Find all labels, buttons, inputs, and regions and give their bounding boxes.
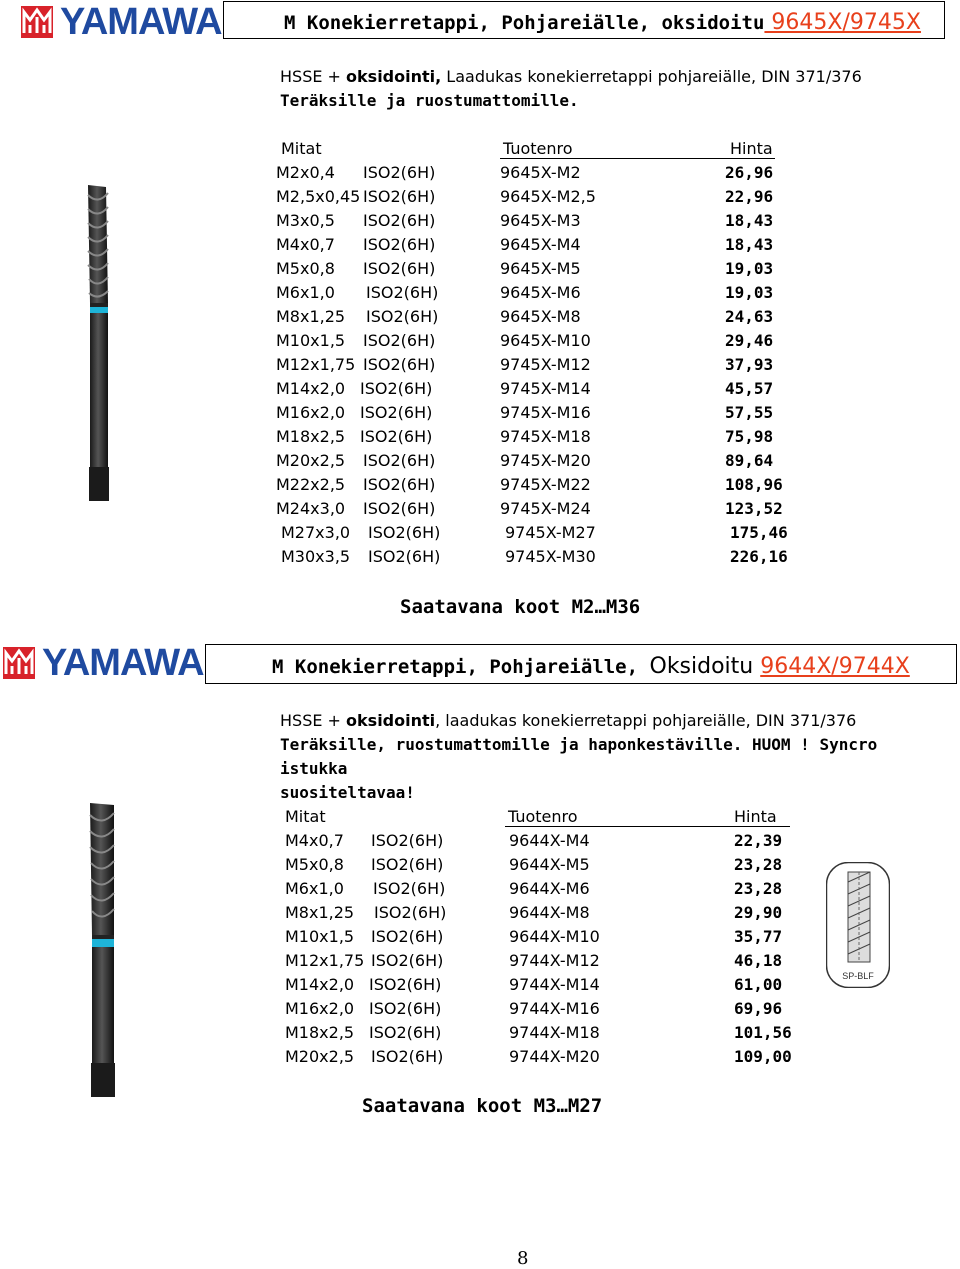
cell-size: M6x1,0 [276, 283, 335, 302]
cell-product: 9645X-M5 [500, 259, 581, 278]
cell-tolerance: ISO2(6H) [368, 547, 441, 566]
cell-size: M3x0,5 [276, 211, 335, 230]
cell-product: 9644X-M4 [509, 831, 590, 850]
cell-tolerance: ISO2(6H) [363, 163, 436, 182]
cell-product: 9745X-M12 [500, 355, 591, 374]
cell-product: 9744X-M14 [509, 975, 600, 994]
cell-product: 9745X-M14 [500, 379, 591, 398]
cell-size: M4x0,7 [276, 235, 335, 254]
cell-tolerance: ISO2(6H) [371, 927, 444, 946]
cell-product: 9745X-M18 [500, 427, 591, 446]
section1-description: HSSE + oksidointi, Laadukas konekierretappi pohjareiälle, DIN 371/376 Teräksille ja ruostumattomille. [280, 67, 862, 110]
cell-size: M16x2,0 [285, 999, 355, 1018]
cell-product: 9645X-M8 [500, 307, 581, 326]
diagram-label: SP-BLF [842, 971, 874, 981]
yamawa-logo-2 [2, 643, 204, 683]
cell-size: M30x3,5 [281, 547, 351, 566]
cell-tolerance: ISO2(6H) [363, 331, 436, 350]
section1-title [284, 10, 921, 35]
cell-tolerance: ISO2(6H) [363, 235, 436, 254]
section2-title [272, 654, 910, 679]
cell-product: 9644X-M6 [509, 879, 590, 898]
cell-size: M12x1,75 [285, 951, 365, 970]
cell-price: 23,28 [734, 855, 783, 874]
cell-product: 9745X-M24 [500, 499, 591, 518]
title-code: 9644X/9744X [760, 654, 910, 679]
cell-product: 9644X-M8 [509, 903, 590, 922]
cell-price: 69,96 [734, 999, 783, 1018]
cell-size: M2,5x0,45 [276, 187, 361, 206]
cell-price: 29,46 [725, 331, 774, 350]
cell-tolerance: ISO2(6H) [363, 499, 436, 518]
cell-tolerance: ISO2(6H) [363, 259, 436, 278]
cell-size: M6x1,0 [285, 879, 344, 898]
cell-product: 9644X-M10 [509, 927, 600, 946]
cell-price: 57,55 [725, 403, 774, 422]
cell-size: M10x1,5 [276, 331, 346, 350]
cell-tolerance: ISO2(6H) [360, 427, 433, 446]
cell-product: 9745X-M30 [505, 547, 596, 566]
cell-size: M16x2,0 [276, 403, 346, 422]
sp-blf-diagram [826, 862, 890, 988]
cell-product: 9644X-M5 [509, 855, 590, 874]
cell-price: 226,16 [730, 547, 788, 566]
cell-price: 35,77 [734, 927, 783, 946]
page-number: 8 [517, 1248, 529, 1269]
title-code: 9645X/9745X [764, 10, 921, 35]
cell-size: M5x0,8 [276, 259, 335, 278]
cell-product: 9645X-M3 [500, 211, 581, 230]
cell-size: M12x1,75 [276, 355, 356, 374]
tap-tool-image-2 [84, 801, 124, 1099]
cell-price: 123,52 [725, 499, 783, 518]
cell-price: 22,96 [725, 187, 774, 206]
cell-tolerance: ISO2(6H) [374, 903, 447, 922]
cell-tolerance: ISO2(6H) [360, 403, 433, 422]
cell-size: M20x2,5 [276, 451, 346, 470]
cell-product: 9744X-M18 [509, 1023, 600, 1042]
cell-size: M14x2,0 [285, 975, 355, 994]
cell-product: 9745X-M27 [505, 523, 596, 542]
cell-product: 9645X-M4 [500, 235, 581, 254]
cell-tolerance: ISO2(6H) [360, 379, 433, 398]
cell-price: 61,00 [734, 975, 783, 994]
cell-size: M22x2,5 [276, 475, 346, 494]
cell-price: 19,03 [725, 283, 774, 302]
section1-title-box [223, 1, 945, 39]
cell-tolerance: ISO2(6H) [369, 1023, 442, 1042]
section2-description: HSSE + oksidointi, laadukas konekierretappi pohjareiälle, DIN 371/376 Teräksille, ruostumattomille ja haponkestäville. HUOM ! Syncro istukka suositeltavaa! [280, 711, 878, 802]
cell-tolerance: ISO2(6H) [369, 999, 442, 1018]
yamawa-logo-1 [20, 2, 222, 42]
cell-price: 101,56 [734, 1023, 792, 1042]
cell-tolerance: ISO2(6H) [366, 283, 439, 302]
cell-tolerance: ISO2(6H) [369, 975, 442, 994]
cell-price: 75,98 [725, 427, 774, 446]
header-price: Hinta [734, 807, 777, 826]
section2-availability: Saatavana koot M3…M27 [362, 1095, 603, 1117]
yamawa-crown-icon [20, 5, 54, 39]
cell-product: 9645X-M2,5 [500, 187, 596, 206]
cell-size: M8x1,25 [276, 307, 346, 326]
cell-price: 18,43 [725, 235, 774, 254]
cell-price: 19,03 [725, 259, 774, 278]
cell-product: 9744X-M16 [509, 999, 600, 1018]
cell-size: M10x1,5 [285, 927, 355, 946]
cell-price: 18,43 [725, 211, 774, 230]
cell-price: 22,39 [734, 831, 783, 850]
header-size: Mitat [285, 807, 326, 826]
cell-product: 9745X-M16 [500, 403, 591, 422]
cell-product: 9645X-M10 [500, 331, 591, 350]
cell-size: M4x0,7 [285, 831, 344, 850]
header-price: Hinta [730, 139, 773, 158]
title-main: M Konekierretappi, Pohjareiälle, oksidoitu [284, 12, 765, 34]
cell-tolerance: ISO2(6H) [368, 523, 441, 542]
cell-product: 9745X-M20 [500, 451, 591, 470]
cell-tolerance: ISO2(6H) [366, 307, 439, 326]
cell-product: 9744X-M20 [509, 1047, 600, 1066]
yamawa-crown-icon [2, 646, 36, 680]
cell-price: 23,28 [734, 879, 783, 898]
cell-tolerance: ISO2(6H) [371, 831, 444, 850]
cell-product: 9645X-M6 [500, 283, 581, 302]
cell-product: 9745X-M22 [500, 475, 591, 494]
cell-size: M5x0,8 [285, 855, 344, 874]
section1-availability: Saatavana koot M2…M36 [400, 596, 641, 618]
cell-price: 45,57 [725, 379, 774, 398]
cell-size: M24x3,0 [276, 499, 346, 518]
cell-size: M14x2,0 [276, 379, 346, 398]
cell-tolerance: ISO2(6H) [373, 879, 446, 898]
cell-price: 46,18 [734, 951, 783, 970]
cell-price: 89,64 [725, 451, 774, 470]
title-oksidoitu: Oksidoitu [649, 654, 761, 679]
cell-price: 26,96 [725, 163, 774, 182]
cell-size: M18x2,5 [276, 427, 346, 446]
header-product: Tuotenro [503, 139, 573, 158]
header-size: Mitat [281, 139, 322, 158]
cell-tolerance: ISO2(6H) [363, 187, 436, 206]
cell-size: M18x2,5 [285, 1023, 355, 1042]
cell-tolerance: ISO2(6H) [371, 1047, 444, 1066]
header-product: Tuotenro [508, 807, 578, 826]
cell-size: M8x1,25 [285, 903, 355, 922]
cell-size: M27x3,0 [281, 523, 351, 542]
cell-price: 109,00 [734, 1047, 792, 1066]
header-underline [500, 158, 775, 159]
cell-size: M20x2,5 [285, 1047, 355, 1066]
cell-price: 24,63 [725, 307, 774, 326]
cell-tolerance: ISO2(6H) [363, 355, 436, 374]
cell-price: 29,90 [734, 903, 783, 922]
header-underline [505, 826, 790, 827]
cell-tolerance: ISO2(6H) [363, 451, 436, 470]
cell-tolerance: ISO2(6H) [363, 475, 436, 494]
cell-size: M2x0,4 [276, 163, 335, 182]
cell-product: 9645X-M2 [500, 163, 581, 182]
cell-tolerance: ISO2(6H) [363, 211, 436, 230]
tap-tool-image-1 [78, 183, 118, 503]
logo-wordmark: YAMAWA [42, 642, 204, 684]
cell-tolerance: ISO2(6H) [371, 951, 444, 970]
section2-title-box [205, 644, 957, 684]
cell-price: 175,46 [730, 523, 788, 542]
title-main: M Konekierretappi, Pohjareiälle, [272, 656, 650, 678]
cell-tolerance: ISO2(6H) [371, 855, 444, 874]
cell-price: 108,96 [725, 475, 783, 494]
cell-product: 9744X-M12 [509, 951, 600, 970]
logo-wordmark: YAMAWA [60, 1, 222, 43]
cell-price: 37,93 [725, 355, 774, 374]
